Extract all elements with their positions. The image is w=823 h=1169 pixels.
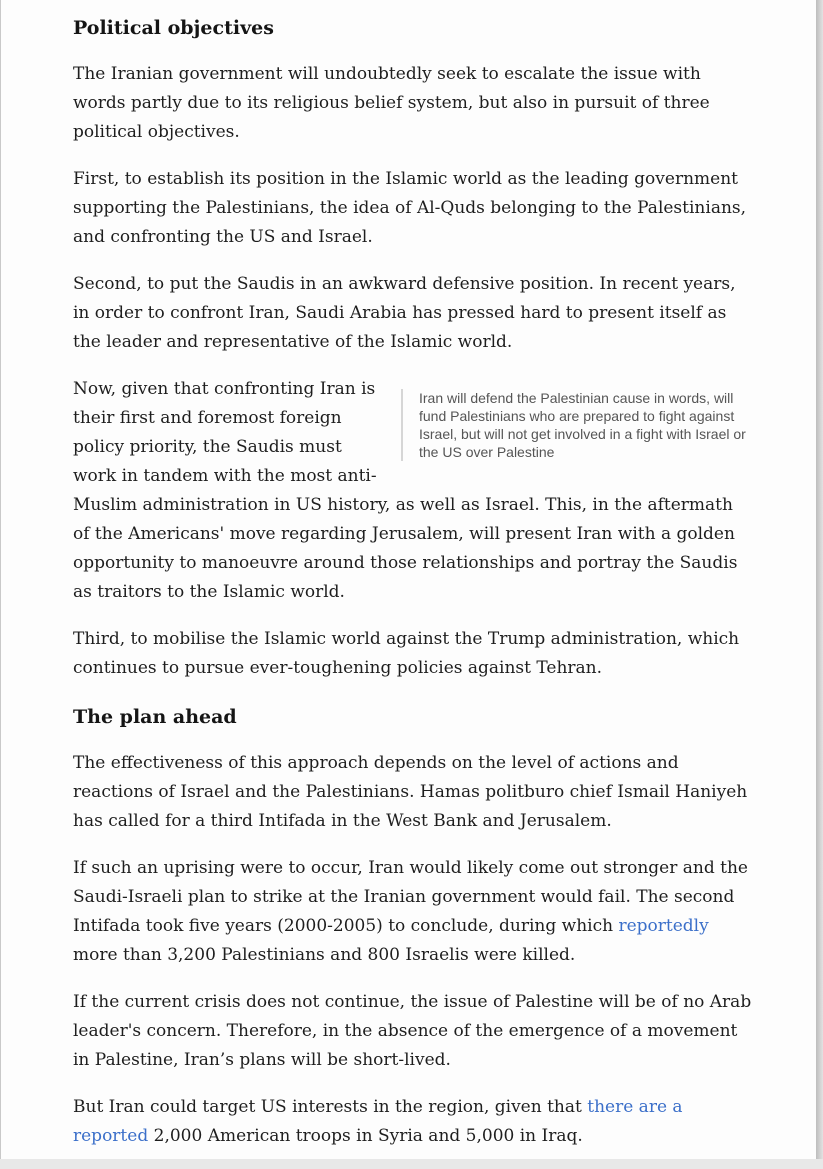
paragraph	[73, 1093, 753, 1151]
paragraph: The effectiveness of this approach depends on the level of actions and reactions of Israel and the Palestinians. Hamas politburo chief Ismail Haniyeh has called for a third Intifada in the West Bank and Jerusalem.	[73, 753, 748, 831]
paragraph: Now, given that confronting Iran is their first and foremost foreign policy priority, the Saudis must work in tandem with the most anti-Muslim administration in US history, as well as Israel. This, in the aftermath of the Americans' move regarding Jerusalem, will present Iran with a golden opportunity to manoeuvre around those relationships and portray the Saudis as traitors to the Islamic world.	[73, 379, 738, 602]
window-edge	[816, 0, 823, 1159]
reported-troops-link[interactable]: there are a reported	[73, 1097, 683, 1146]
article-body	[73, 12, 753, 1169]
paragraph: Third, to mobilise the Islamic world against the Trump administration, which continues to pursue ever-toughening policies against Tehran.	[73, 629, 740, 678]
paragraph: If the current crisis does not continue, the issue of Palestine will be of no Arab leader's concern. Therefore, in the absence of the emergence of a movement in Palestine, Iran’s plans will be short-lived.	[73, 992, 752, 1070]
paragraph	[73, 854, 753, 970]
section-heading-political-objectives: Political objectives	[73, 17, 274, 39]
paragraph-text: But Iran could target US interests in the region, given that	[73, 1097, 588, 1117]
reportedly-link[interactable]: reportedly	[618, 916, 709, 936]
paragraph: Second, to put the Saudis in an awkward defensive position. In recent years, in order to confront Iran, Saudi Arabia has pressed hard to present itself as the leader and representative of the Islamic world.	[73, 274, 736, 352]
paragraph-text: If such an uprising were to occur, Iran would likely come out stronger and the Saudi-Israeli plan to strike at the Iranian government would fail. The second Intifada took five years (2000-2005) to conclude, during which	[73, 858, 748, 936]
paragraph-text: more than 3,200 Palestinians and 800 Israelis were killed.	[73, 945, 576, 965]
pull-quote: Iran will defend the Palestinian cause in words, will fund Palestinians who are prepared to fight against Israel, but will not get involved in a fight with Israel or the US over Palestine	[401, 389, 747, 461]
section-heading-plan-ahead: The plan ahead	[73, 706, 237, 728]
paragraph: First, to establish its position in the Islamic world as the leading government supporting the Palestinians, the idea of Al-Quds belonging to the Palestinians, and confronting the US and Israel.	[73, 169, 747, 247]
paragraph-text: 2,000 American troops in Syria and 5,000 in Iraq.	[148, 1126, 583, 1146]
paragraph: The Iranian government will undoubtedly seek to escalate the issue with words partly due to its religious belief system, but also in pursuit of three political objectives.	[73, 64, 710, 142]
